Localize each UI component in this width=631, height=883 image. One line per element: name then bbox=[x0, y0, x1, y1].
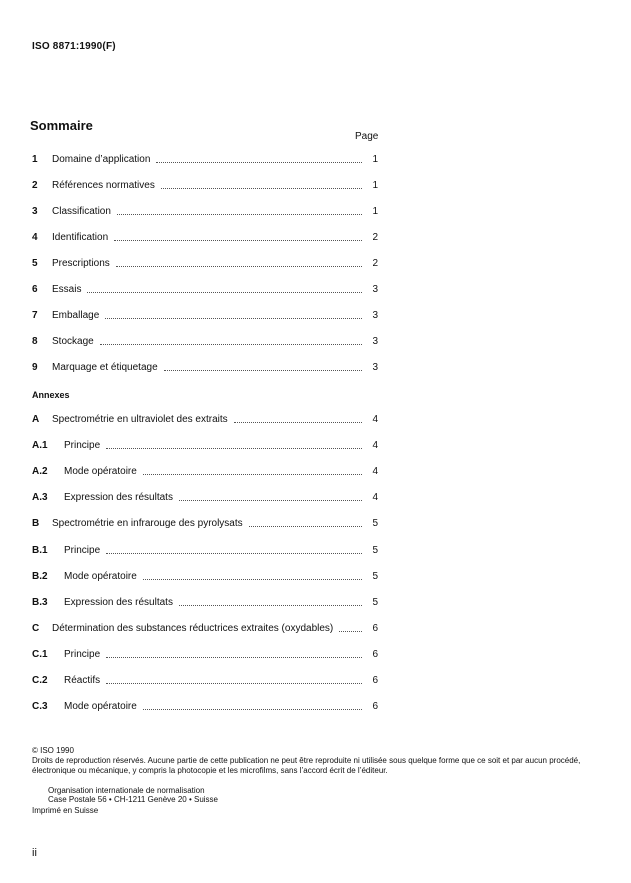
toc-entry bbox=[32, 360, 378, 374]
organisation-name: Organisation internationale de normalisation bbox=[48, 786, 205, 795]
entry-page: 1 bbox=[372, 180, 378, 191]
entry-number: C.2 bbox=[32, 675, 48, 686]
dot-leader bbox=[179, 500, 362, 501]
dot-leader bbox=[156, 162, 362, 163]
dot-leader bbox=[106, 683, 362, 684]
entry-number: B.2 bbox=[32, 570, 48, 582]
entry-page: 6 bbox=[372, 648, 378, 660]
entry-page: 5 bbox=[372, 518, 378, 530]
dot-leader bbox=[116, 266, 362, 267]
entry-number: 3 bbox=[32, 206, 38, 217]
document-header: ISO 8871:1990(F) bbox=[32, 41, 116, 52]
dot-leader bbox=[114, 240, 362, 241]
dot-leader bbox=[106, 553, 362, 554]
entry-number: 9 bbox=[32, 362, 38, 373]
entry-page: 5 bbox=[372, 570, 378, 582]
annex-entry bbox=[32, 673, 378, 687]
entry-title: Expression des résultats bbox=[64, 492, 173, 504]
entry-number: A bbox=[32, 414, 40, 425]
toc-entry bbox=[32, 178, 378, 192]
entry-page: 1 bbox=[372, 206, 378, 217]
entry-number: C.3 bbox=[32, 701, 48, 713]
printed-in: Imprimé en Suisse bbox=[32, 806, 99, 815]
toc-entry bbox=[32, 282, 378, 296]
annex-entry bbox=[32, 543, 378, 557]
dot-leader bbox=[143, 474, 362, 475]
dot-leader bbox=[106, 657, 362, 658]
entry-title: Principe bbox=[64, 440, 101, 452]
dot-leader bbox=[105, 318, 362, 319]
entry-page: 4 bbox=[372, 440, 378, 452]
entry-title: Références normatives bbox=[52, 180, 155, 191]
dot-leader bbox=[143, 709, 362, 710]
entry-title: Détermination des substances réductrices extraites (oxydables) bbox=[52, 622, 334, 634]
entry-title: Réactifs bbox=[64, 675, 101, 686]
annex-entry bbox=[32, 621, 378, 635]
entry-page: 3 bbox=[372, 362, 378, 373]
entry-page: 4 bbox=[372, 466, 378, 478]
copyright-line: © ISO 1990 bbox=[32, 746, 74, 755]
entry-title: Principe bbox=[64, 544, 101, 556]
entry-title: Spectrométrie en ultraviolet des extraits bbox=[52, 414, 228, 425]
entry-page: 4 bbox=[372, 414, 378, 425]
entry-page: 2 bbox=[372, 258, 378, 269]
dot-leader bbox=[164, 370, 362, 371]
entry-number: 5 bbox=[32, 258, 38, 269]
annex-entry bbox=[32, 699, 378, 713]
dot-leader bbox=[100, 344, 362, 345]
entry-number: C.1 bbox=[32, 648, 48, 660]
entry-title: Identification bbox=[52, 232, 109, 243]
toc-entry bbox=[32, 204, 378, 218]
entry-number: 6 bbox=[32, 284, 38, 295]
dot-leader bbox=[234, 422, 362, 423]
entry-page: 3 bbox=[372, 310, 378, 321]
entry-page: 5 bbox=[372, 596, 378, 608]
toc-entry bbox=[32, 256, 378, 270]
entry-number: 8 bbox=[32, 336, 38, 347]
entry-number: 4 bbox=[32, 232, 38, 243]
toc-entry bbox=[32, 308, 378, 322]
entry-number: B.1 bbox=[32, 544, 48, 556]
annex-entry bbox=[32, 464, 378, 478]
entry-page: 2 bbox=[372, 232, 378, 243]
entry-title: Mode opératoire bbox=[64, 570, 137, 582]
annex-entry bbox=[32, 516, 378, 530]
page-number: ii bbox=[32, 847, 37, 859]
copyright-block bbox=[32, 746, 592, 776]
entry-title: Expression des résultats bbox=[64, 596, 173, 608]
entry-page: 4 bbox=[372, 492, 378, 504]
entry-title: Emballage bbox=[52, 310, 100, 321]
entry-page: 3 bbox=[372, 284, 378, 295]
entry-title: Prescriptions bbox=[52, 258, 110, 269]
entry-title: Principe bbox=[64, 648, 101, 660]
entry-title: Mode opératoire bbox=[64, 466, 137, 478]
entry-title: Stockage bbox=[52, 336, 94, 347]
annex-entry bbox=[32, 490, 378, 504]
entry-title: Marquage et étiquetage bbox=[52, 362, 158, 373]
organisation-address: Case Postale 56 • CH-1211 Genève 20 • Suisse bbox=[48, 795, 218, 804]
entry-page: 6 bbox=[372, 675, 378, 686]
entry-title: Essais bbox=[52, 284, 82, 295]
dot-leader bbox=[143, 579, 362, 580]
toc-entry bbox=[32, 334, 378, 348]
dot-leader bbox=[106, 448, 362, 449]
annex-entry bbox=[32, 647, 378, 661]
entry-page: 6 bbox=[372, 622, 378, 634]
dot-leader bbox=[179, 605, 362, 606]
entry-page: 5 bbox=[372, 544, 378, 556]
annex-entry bbox=[32, 412, 378, 426]
entry-number: A.2 bbox=[32, 466, 48, 478]
annex-entry bbox=[32, 595, 378, 609]
entry-number: 1 bbox=[32, 154, 38, 165]
entry-number: A.3 bbox=[32, 492, 48, 504]
entry-title: Classification bbox=[52, 206, 111, 217]
dot-leader bbox=[249, 526, 362, 527]
dot-leader bbox=[339, 631, 362, 632]
rights-notice: Droits de reproduction réservés. Aucune partie de cette publication ne peut être reproduite ni utilisée sous quelque forme que ce soit et par aucun procédé, électronique ou mécanique, y compris la photocopie et les microfilms, sans l’accord écrit de l’éditeur. bbox=[32, 756, 581, 775]
dot-leader bbox=[117, 214, 362, 215]
annex-entry bbox=[32, 438, 378, 452]
entry-title: Spectrométrie en infrarouge des pyrolysats bbox=[52, 518, 243, 530]
page-column-label: Page bbox=[355, 131, 379, 142]
entry-number: A.1 bbox=[32, 440, 48, 452]
entry-title: Mode opératoire bbox=[64, 701, 137, 713]
organisation-block bbox=[48, 786, 218, 804]
entry-title: Domaine d’application bbox=[52, 154, 151, 165]
annexes-heading: Annexes bbox=[32, 390, 70, 400]
entry-number: C bbox=[32, 622, 40, 634]
dot-leader bbox=[161, 188, 362, 189]
entry-page: 6 bbox=[372, 701, 378, 713]
toc-entry bbox=[32, 152, 378, 166]
entry-page: 3 bbox=[372, 336, 378, 347]
annex-entry bbox=[32, 569, 378, 583]
dot-leader bbox=[87, 292, 362, 293]
entry-number: B bbox=[32, 518, 40, 530]
entry-number: B.3 bbox=[32, 596, 48, 608]
page-title: Sommaire bbox=[30, 118, 93, 133]
entry-number: 7 bbox=[32, 310, 38, 321]
toc-entry bbox=[32, 230, 378, 244]
entry-page: 1 bbox=[372, 154, 378, 165]
entry-number: 2 bbox=[32, 180, 38, 191]
